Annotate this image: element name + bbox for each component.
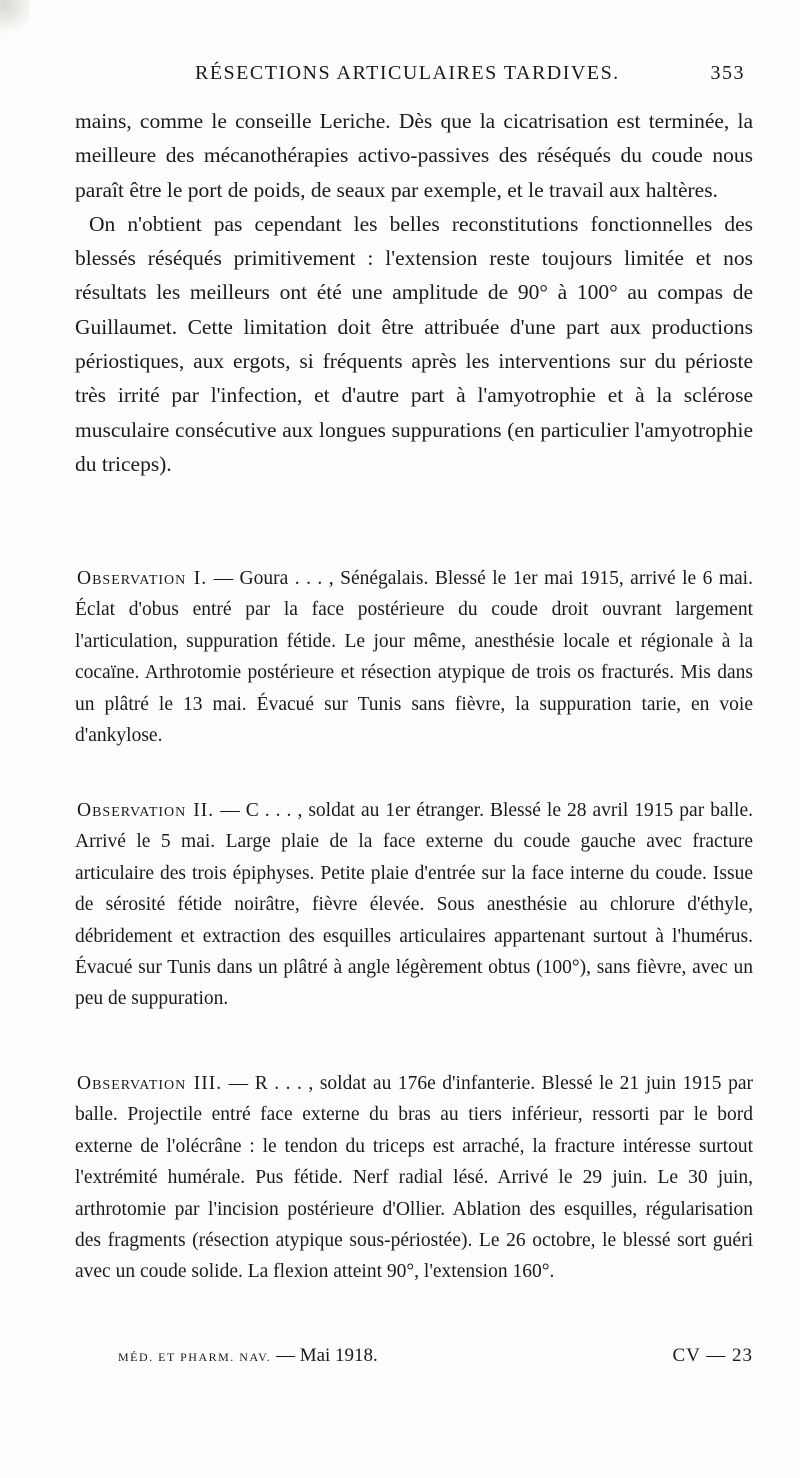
page-edge-shadow [0, 0, 30, 40]
paragraph-2: On n'obtient pas cependant les belles reconstitutions fonctionnelles des blessés réséqués primitivement : l'extension reste toujours limitée et nos résultats les meilleurs ont été une amplitude de 90° à 100° au compas de Guillaumet. Cette limitation doit être attribuée d'une part aux productions périostiques, aux ergots, si fréquents après les interventions sur du périoste très irrité par l'infection, et d'autre part à l'amyotrophie et à la sclérose musculaire consécutive aux longues suppurations (en particulier l'amyotrophie du triceps). [75, 211, 753, 476]
observation-3-text: — R . . . , soldat au 176e d'infanterie. Blessé le 21 juin 1915 par balle. Projectile entré face externe du bras au tiers inférieur, ressorti par le bord externe de l'olécrâne : le tendon du triceps est arraché, la fracture intéresse surtout l'extrémité humérale. Pus fétide. Nerf radial lésé. Arrivé le 29 juin. Le 30 juin, arthrotomie par l'incision postérieure d'Ollier. Ablation des esquilles, régularisation des fragments (résection atypique sous-périostée). Le 26 octobre, le blessé sort guéri avec un coude solide. La flexion atteint 90°, l'extension 160°. [75, 1073, 753, 1283]
paragraph-1: mains, comme le conseille Leriche. Dès que la cicatrisation est terminée, la meilleure des mécanothérapies activo-passives des réséqués du coude nous paraît être le port de poids, de seaux par exemple, et le travail aux haltères. [75, 109, 753, 202]
observation-2-label: Observation II. [77, 800, 215, 821]
footer-date: — Mai 1918. [275, 1345, 378, 1366]
observation-1-label: Observation I. [77, 568, 208, 589]
footer-signature: CV — 23 [672, 1345, 753, 1366]
page-number: 353 [710, 62, 745, 84]
observation-1-text: — Goura . . . , Sénégalais. Blessé le 1er mai 1915, arrivé le 6 mai. Éclat d'obus entré par la face postérieure du coude droit ouvrant largement l'articulation, suppuration fétide. Le jour même, anesthésie locale et régionale à la cocaïne. Arthrotomie postérieure et résection atypique de trois os fracturés. Mis dans un plâtré le 13 mai. Évacué sur Tunis sans fièvre, la suppuration tarie, en voie d'ankylose. [75, 568, 753, 747]
observation-2 [75, 795, 753, 1015]
observation-3-label: Observation III. [77, 1073, 223, 1094]
running-title: RÉSECTIONS ARTICULAIRES TARDIVES. [195, 62, 620, 84]
observation-2-text: — C . . . , soldat au 1er étranger. Blessé le 28 avril 1915 par balle. Arrivé le 5 mai. Large plaie de la face externe du coude gauche avec fracture articulaire des trois épiphyses. Petite plaie d'entrée sur la face interne du coude. Issue de sérosité fétide noirâtre, fièvre élevée. Sous anesthésie au chlorure d'éthyle, débridement et extraction des esquilles articulaires appartenant surtout à l'humérus. Évacué sur Tunis dans un plâtré à angle légèrement obtus (100°), sans fièvre, avec un peu de suppuration. [75, 800, 754, 1010]
body-text [75, 104, 753, 481]
page-footer [118, 1345, 753, 1373]
observation-1 [75, 563, 753, 751]
observation-3 [75, 1068, 753, 1288]
footer-citation [118, 1345, 378, 1367]
running-head [195, 62, 745, 90]
footer-journal: MÉD. ET PHARM. NAV. [118, 1350, 272, 1364]
